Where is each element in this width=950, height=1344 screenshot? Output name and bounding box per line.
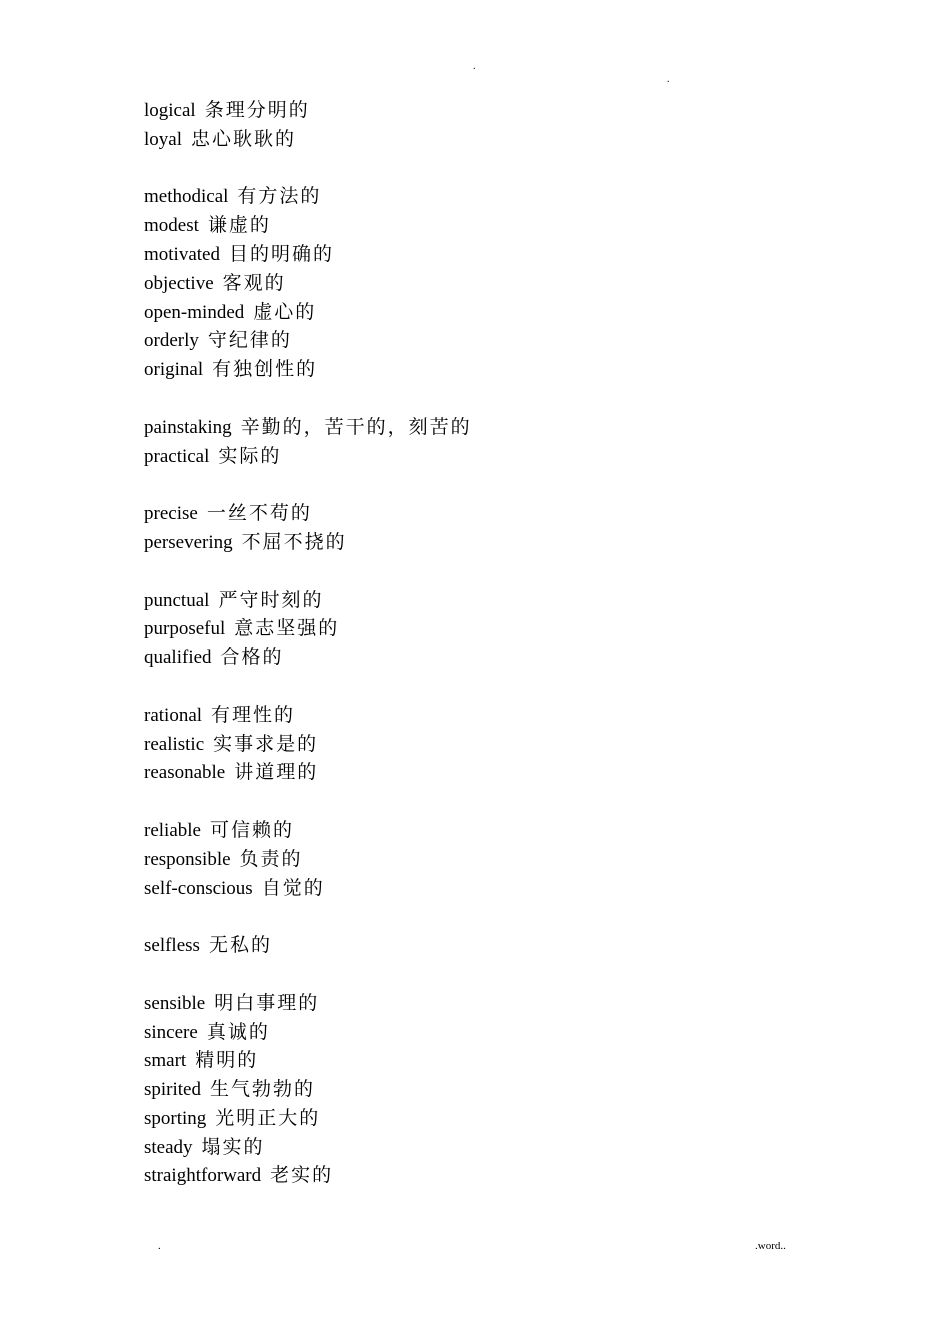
vocabulary-entry [144,1075,472,1104]
header-mark-right: . [667,74,670,85]
vocabulary-entry [144,499,472,528]
chinese-meaning: 守纪律的 [207,329,292,352]
chinese-meaning: 真诚的 [206,1020,270,1043]
chinese-meaning: 明白事理的 [214,991,320,1014]
english-word: open-minded [144,301,245,323]
vocabulary-list [144,96,472,1190]
chinese-meaning: 目的明确的 [228,242,334,265]
chinese-meaning: 实际的 [218,444,282,467]
chinese-meaning: 严守时刻的 [218,588,324,611]
english-word: reasonable [144,762,226,784]
chinese-meaning: 辛勤的，苦干的，刻苦的 [240,415,472,438]
vocabulary-entry [144,298,472,327]
chinese-meaning: 合格的 [220,646,284,669]
english-word: rational [144,704,203,726]
english-word: loyal [144,128,182,150]
english-word: reliable [144,819,201,841]
chinese-meaning: 虚心的 [253,300,317,323]
english-word: motivated [144,243,220,265]
chinese-meaning: 自觉的 [261,876,325,899]
vocabulary-entry [144,211,472,240]
vocabulary-entry [144,845,472,874]
english-word: steady [144,1136,193,1158]
vocabulary-entry [144,96,472,125]
vocabulary-entry [144,1161,472,1190]
vocabulary-entry [144,758,472,787]
chinese-meaning: 塌实的 [201,1135,265,1158]
vocabulary-entry [144,931,472,960]
chinese-meaning: 可信赖的 [209,818,294,841]
chinese-meaning: 光明正大的 [215,1106,321,1129]
chinese-meaning: 意志坚强的 [234,617,340,640]
vocabulary-entry [144,528,472,557]
chinese-meaning: 谦虚的 [207,214,271,237]
header-mark-left: . [473,61,476,72]
english-word: selfless [144,935,200,957]
english-word: qualified [144,647,212,669]
english-word: modest [144,215,199,237]
chinese-meaning: 精明的 [195,1049,259,1072]
vocabulary-entry [144,1104,472,1133]
vocabulary-entry [144,413,472,442]
chinese-meaning: 忠心耿耿的 [191,127,297,150]
vocabulary-entry [144,240,472,269]
english-word: sensible [144,992,206,1014]
english-word: self-conscious [144,877,253,899]
english-word: objective [144,272,214,294]
english-word: persevering [144,531,233,553]
vocabulary-entry [144,874,472,903]
footer-mark-left: . [158,1240,161,1252]
english-word: sincere [144,1021,198,1043]
english-word: realistic [144,733,205,755]
vocabulary-entry [144,989,472,1018]
chinese-meaning: 讲道理的 [234,761,319,784]
english-word: painstaking [144,416,232,438]
vocabulary-entry [144,816,472,845]
chinese-meaning: 有方法的 [237,185,322,208]
chinese-meaning: 条理分明的 [204,99,310,121]
vocabulary-entry [144,1018,472,1047]
english-word: purposeful [144,618,226,640]
chinese-meaning: 客观的 [222,271,286,294]
vocabulary-entry [144,701,472,730]
vocabulary-entry [144,1046,472,1075]
chinese-meaning: 不屈不挠的 [241,530,347,553]
english-word: original [144,359,204,381]
chinese-meaning: 有理性的 [211,703,296,726]
chinese-meaning: 老实的 [270,1164,334,1187]
english-word: orderly [144,330,199,352]
chinese-meaning: 实事求是的 [213,732,319,755]
chinese-meaning: 负责的 [239,847,303,870]
english-word: responsible [144,848,231,870]
vocabulary-entry [144,182,472,211]
vocabulary-entry [144,355,472,384]
chinese-meaning: 生气勃勃的 [210,1078,316,1101]
english-word: logical [144,100,196,121]
chinese-meaning: 无私的 [208,934,272,957]
english-word: punctual [144,589,210,611]
vocabulary-entry [144,442,472,471]
english-word: practical [144,445,210,467]
chinese-meaning: 有独创性的 [212,358,318,381]
footer-mark-right: .word.. [755,1240,786,1252]
vocabulary-entry [144,269,472,298]
vocabulary-entry [144,1133,472,1162]
vocabulary-entry [144,614,472,643]
vocabulary-entry [144,326,472,355]
english-word: methodical [144,186,229,208]
vocabulary-entry [144,643,472,672]
english-word: smart [144,1050,187,1072]
vocabulary-entry [144,125,472,154]
english-word: precise [144,503,198,525]
english-word: sporting [144,1107,207,1129]
vocabulary-entry [144,730,472,759]
english-word: spirited [144,1079,201,1101]
vocabulary-entry [144,586,472,615]
chinese-meaning: 一丝不苟的 [206,502,312,525]
english-word: straightforward [144,1165,262,1187]
